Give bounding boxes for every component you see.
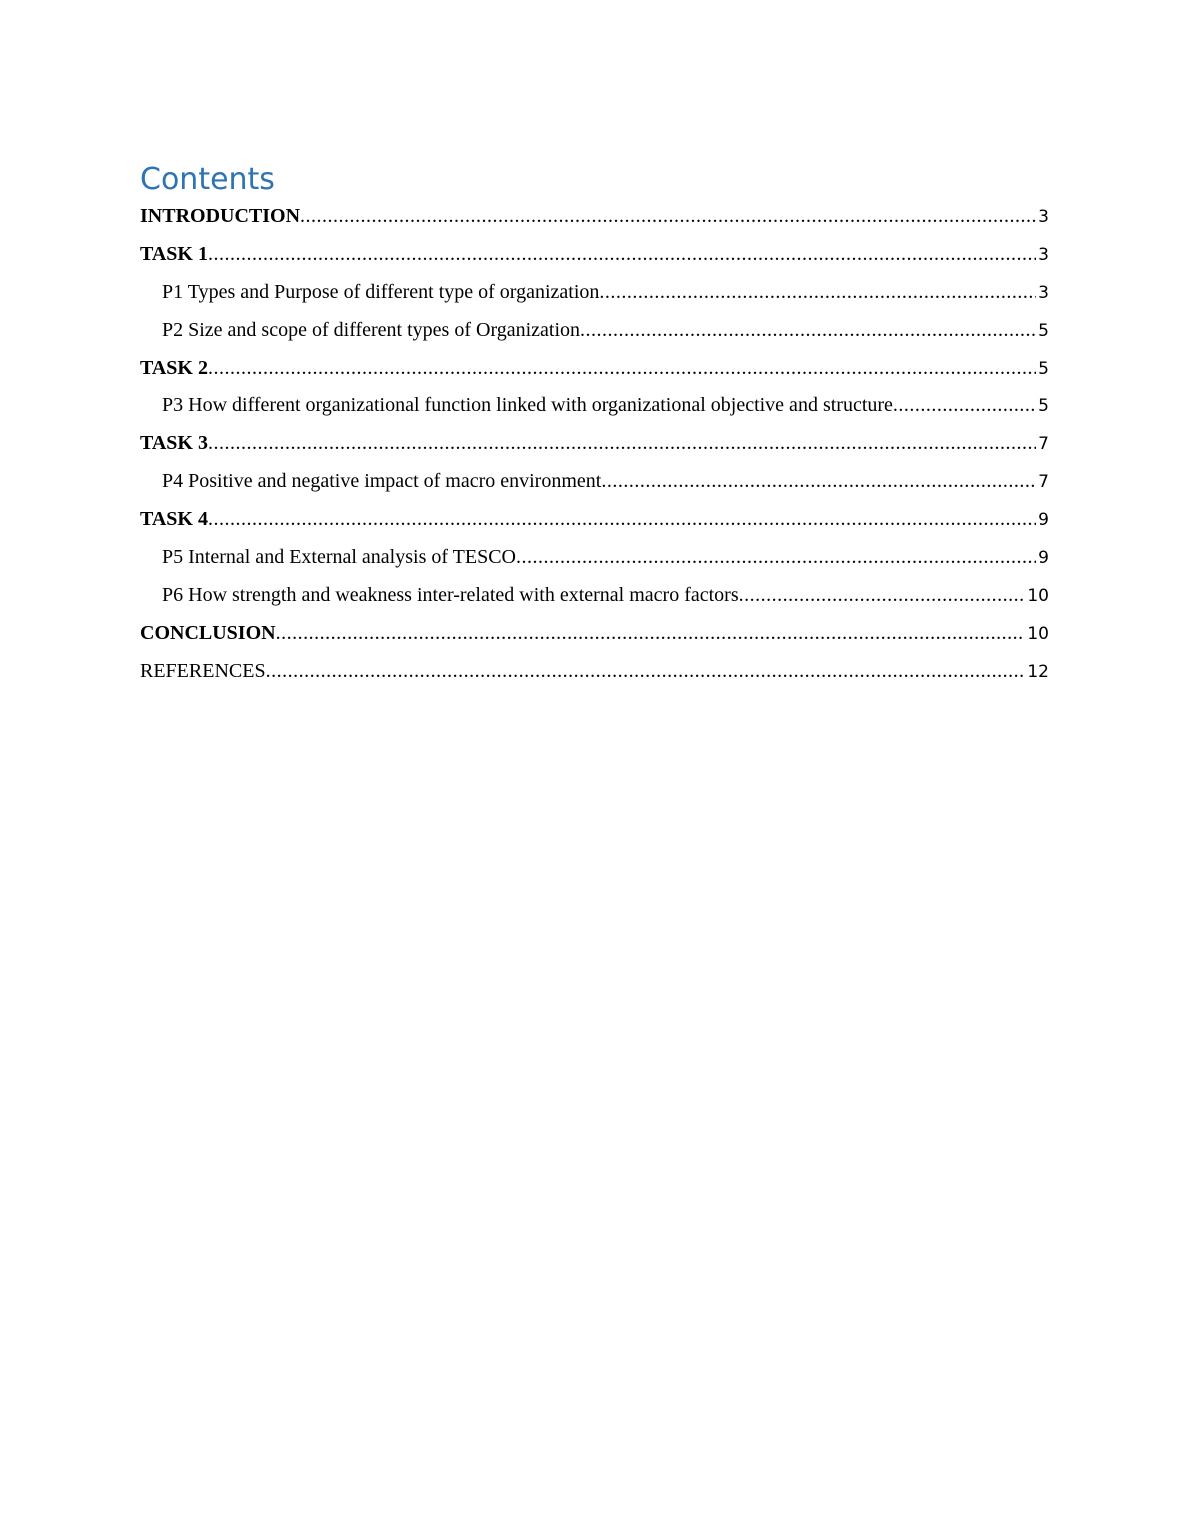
toc-page-number: 12 bbox=[1027, 661, 1049, 682]
toc-page-number: 10 bbox=[1027, 585, 1049, 606]
dot-leader bbox=[601, 462, 1036, 500]
toc-page-number: 7 bbox=[1038, 472, 1049, 493]
toc-entry-label: P1 Types and Purpose of different type of organization bbox=[162, 280, 600, 303]
toc-entry-label: TASK 4 bbox=[140, 508, 208, 531]
dot-leader bbox=[739, 576, 1026, 614]
toc-entry-label: TASK 1 bbox=[140, 242, 208, 265]
dot-leader bbox=[208, 235, 1036, 273]
toc-page-number: 10 bbox=[1027, 623, 1049, 644]
dot-leader bbox=[599, 273, 1036, 311]
toc-entry-p6[interactable] bbox=[140, 576, 1049, 614]
toc-entry-label: CONCLUSION bbox=[140, 621, 276, 644]
toc-entry-p3[interactable] bbox=[140, 386, 1049, 424]
toc-entry-label: P2 Size and scope of different types of Organization bbox=[162, 318, 581, 341]
toc-entry-p4[interactable] bbox=[140, 462, 1049, 500]
toc-page-number: 5 bbox=[1038, 396, 1049, 417]
toc-entry-label: P5 Internal and External analysis of TESCO bbox=[162, 546, 517, 569]
dot-leader bbox=[208, 349, 1036, 387]
dot-leader bbox=[208, 500, 1036, 538]
toc-page-number: 3 bbox=[1038, 207, 1049, 227]
dot-leader bbox=[208, 424, 1036, 462]
toc-entry-introduction[interactable] bbox=[140, 197, 1049, 235]
toc-entry-label: REFERENCES bbox=[140, 659, 266, 682]
toc-entry-label: P3 How different organizational function linked with organizational objective and structure bbox=[162, 394, 893, 417]
toc-entry-task-4[interactable] bbox=[140, 500, 1049, 538]
toc-entry-p1[interactable] bbox=[140, 273, 1049, 311]
toc-title: Contents bbox=[140, 162, 275, 197]
toc-entry-label: P6 How strength and weakness inter-related with external macro factors bbox=[162, 583, 739, 606]
toc-entry-p5[interactable] bbox=[140, 538, 1049, 576]
toc-entry-task-2[interactable] bbox=[140, 349, 1049, 387]
dot-leader bbox=[893, 386, 1036, 424]
toc-page-number: 7 bbox=[1038, 434, 1049, 455]
dot-leader bbox=[266, 652, 1026, 690]
dot-leader bbox=[516, 538, 1036, 576]
dot-leader bbox=[300, 197, 1036, 235]
toc-entry-label: P4 Positive and negative impact of macro environment bbox=[162, 470, 602, 493]
toc-page-number: 5 bbox=[1038, 358, 1049, 379]
toc-entry-references[interactable] bbox=[140, 652, 1049, 690]
toc-entry-task-3[interactable] bbox=[140, 424, 1049, 462]
toc-page-number: 9 bbox=[1038, 548, 1049, 569]
toc-entry-task-1[interactable] bbox=[140, 235, 1049, 273]
dot-leader bbox=[580, 311, 1036, 349]
toc-page-number: 9 bbox=[1038, 510, 1049, 531]
toc-page-number: 3 bbox=[1038, 244, 1049, 265]
table-of-contents bbox=[140, 197, 1049, 690]
toc-page-number: 5 bbox=[1038, 320, 1049, 341]
dot-leader bbox=[276, 614, 1026, 652]
toc-entry-conclusion[interactable] bbox=[140, 614, 1049, 652]
toc-entry-label: TASK 3 bbox=[140, 432, 208, 455]
toc-page-number: 3 bbox=[1038, 282, 1049, 303]
toc-entry-label: TASK 2 bbox=[140, 356, 208, 379]
toc-entry-p2[interactable] bbox=[140, 311, 1049, 349]
toc-entry-label: INTRODUCTION bbox=[140, 205, 301, 227]
